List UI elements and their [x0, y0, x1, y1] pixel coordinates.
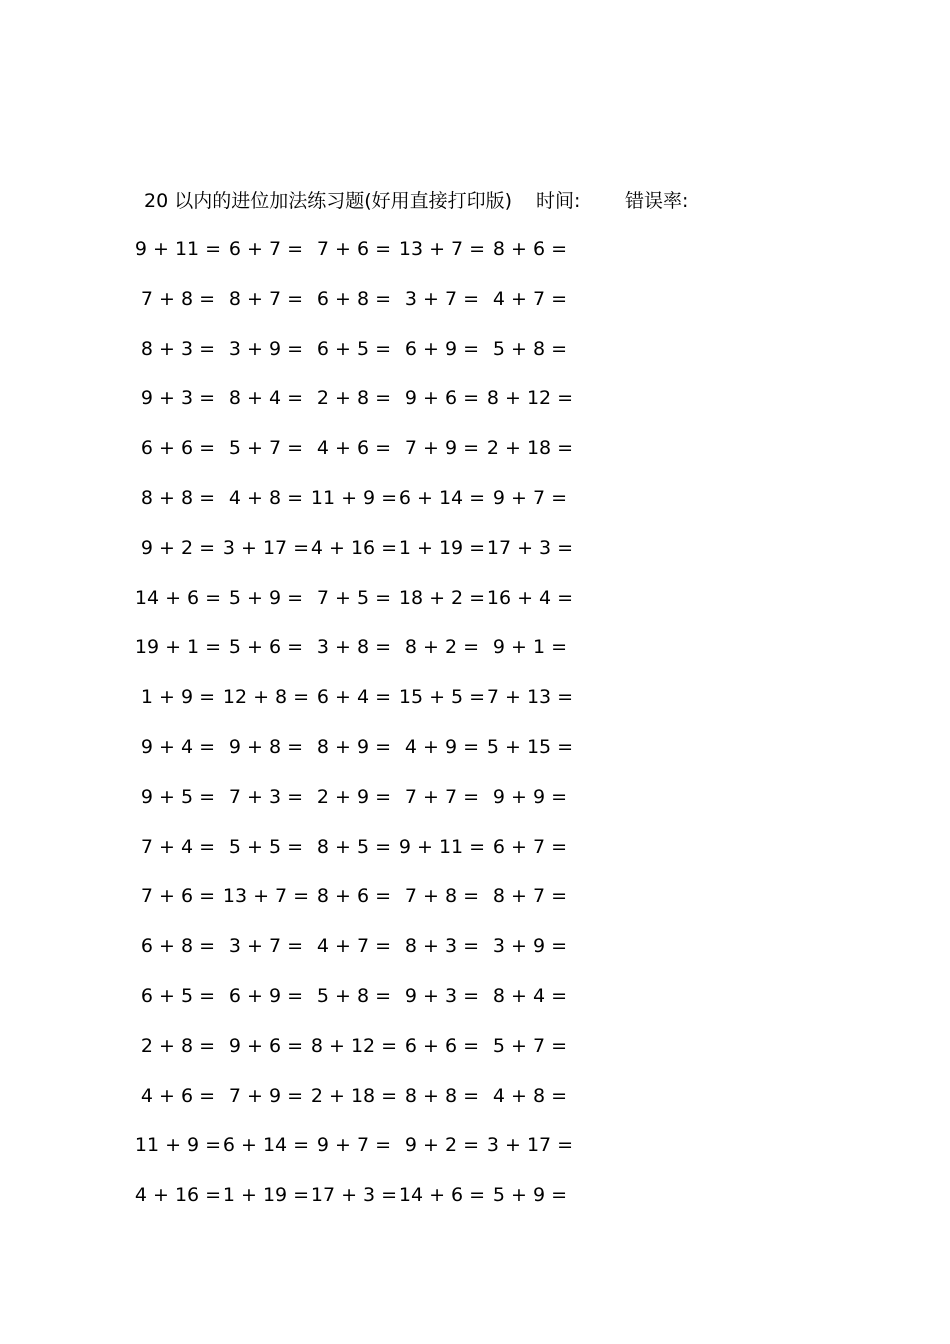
addition-problem: 2 + 8 = — [140, 1035, 216, 1057]
addition-problem: 7 + 8 = — [140, 288, 216, 310]
problem-row — [0, 483, 700, 513]
problem-row — [0, 234, 700, 264]
addition-problem: 7 + 6 = — [316, 238, 392, 260]
addition-problem: 6 + 5 = — [140, 985, 216, 1007]
addition-problem: 8 + 7 = — [228, 288, 304, 310]
addition-problem: 4 + 9 = — [404, 736, 480, 758]
addition-problem: 9 + 6 = — [404, 387, 480, 409]
addition-problem: 9 + 11 = — [134, 238, 222, 260]
addition-problem: 5 + 7 = — [492, 1035, 568, 1057]
addition-problem: 9 + 1 = — [492, 636, 568, 658]
problem-row — [0, 1180, 700, 1210]
addition-problem: 5 + 8 = — [492, 338, 568, 360]
addition-problem: 6 + 6 = — [404, 1035, 480, 1057]
problem-row — [0, 682, 700, 712]
problem-row — [0, 583, 700, 613]
addition-problem: 8 + 8 = — [140, 487, 216, 509]
addition-problem: 9 + 9 = — [492, 786, 568, 808]
addition-problem: 13 + 7 = — [398, 238, 486, 260]
addition-problem: 4 + 8 = — [228, 487, 304, 509]
addition-problem: 1 + 19 = — [222, 1184, 310, 1206]
addition-problem: 9 + 2 = — [404, 1134, 480, 1156]
addition-problem: 9 + 11 = — [398, 836, 486, 858]
problem-row — [0, 1031, 700, 1061]
addition-problem: 6 + 14 = — [398, 487, 486, 509]
addition-problem: 4 + 6 = — [140, 1085, 216, 1107]
addition-problem: 8 + 12 = — [310, 1035, 398, 1057]
addition-problem: 2 + 18 = — [486, 437, 574, 459]
addition-problem: 8 + 4 = — [492, 985, 568, 1007]
addition-problem: 11 + 9 = — [310, 487, 398, 509]
addition-problem: 8 + 2 = — [404, 636, 480, 658]
addition-problem: 6 + 9 = — [404, 338, 480, 360]
problem-row — [0, 533, 700, 563]
addition-problem: 7 + 7 = — [404, 786, 480, 808]
addition-problem: 5 + 9 = — [228, 587, 304, 609]
worksheet-title: 20 以内的进位加法练习题(好用直接打印版) — [144, 190, 513, 212]
addition-problem: 19 + 1 = — [134, 636, 222, 658]
addition-problem: 8 + 5 = — [316, 836, 392, 858]
time-label: 时间: — [536, 190, 581, 212]
addition-problem: 7 + 6 = — [140, 885, 216, 907]
problem-row — [0, 732, 700, 762]
addition-problem: 15 + 5 = — [398, 686, 486, 708]
addition-problem: 3 + 17 = — [222, 537, 310, 559]
addition-problem: 5 + 15 = — [486, 736, 574, 758]
addition-problem: 6 + 5 = — [316, 338, 392, 360]
addition-problem: 9 + 4 = — [140, 736, 216, 758]
addition-problem: 3 + 7 = — [228, 935, 304, 957]
addition-problem: 4 + 16 = — [310, 537, 398, 559]
addition-problem: 7 + 9 = — [228, 1085, 304, 1107]
addition-problem: 6 + 14 = — [222, 1134, 310, 1156]
addition-problem: 8 + 12 = — [486, 387, 574, 409]
addition-problem: 7 + 9 = — [404, 437, 480, 459]
addition-problem: 8 + 6 = — [316, 885, 392, 907]
addition-problem: 17 + 3 = — [486, 537, 574, 559]
addition-problem: 2 + 8 = — [316, 387, 392, 409]
addition-problem: 4 + 16 = — [134, 1184, 222, 1206]
addition-problem: 5 + 6 = — [228, 636, 304, 658]
addition-problem: 12 + 8 = — [222, 686, 310, 708]
problem-row — [0, 632, 700, 662]
addition-problem: 4 + 6 = — [316, 437, 392, 459]
addition-problem: 9 + 8 = — [228, 736, 304, 758]
addition-problem: 5 + 9 = — [492, 1184, 568, 1206]
addition-problem: 2 + 18 = — [310, 1085, 398, 1107]
addition-problem: 7 + 5 = — [316, 587, 392, 609]
addition-problem: 14 + 6 = — [134, 587, 222, 609]
problem-row — [0, 284, 700, 314]
addition-problem: 6 + 8 = — [316, 288, 392, 310]
addition-problem: 1 + 9 = — [140, 686, 216, 708]
addition-problem: 8 + 4 = — [228, 387, 304, 409]
addition-problem: 3 + 9 = — [228, 338, 304, 360]
addition-problem: 13 + 7 = — [222, 885, 310, 907]
addition-problem: 9 + 3 = — [404, 985, 480, 1007]
addition-problem: 4 + 7 = — [492, 288, 568, 310]
addition-problem: 9 + 2 = — [140, 537, 216, 559]
addition-problem: 6 + 7 = — [492, 836, 568, 858]
addition-problem: 16 + 4 = — [486, 587, 574, 609]
addition-problem: 6 + 8 = — [140, 935, 216, 957]
addition-problem: 17 + 3 = — [310, 1184, 398, 1206]
addition-problem: 3 + 7 = — [404, 288, 480, 310]
addition-problem: 9 + 6 = — [228, 1035, 304, 1057]
worksheet-header — [144, 187, 844, 215]
addition-problem: 6 + 6 = — [140, 437, 216, 459]
addition-problem: 3 + 8 = — [316, 636, 392, 658]
error-rate-label: 错误率: — [625, 190, 689, 212]
addition-problem: 6 + 9 = — [228, 985, 304, 1007]
addition-problem: 7 + 8 = — [404, 885, 480, 907]
addition-problem: 7 + 13 = — [486, 686, 574, 708]
addition-problem: 2 + 9 = — [316, 786, 392, 808]
problem-row — [0, 832, 700, 862]
problem-row — [0, 334, 700, 364]
addition-problem: 5 + 7 = — [228, 437, 304, 459]
addition-problem: 5 + 5 = — [228, 836, 304, 858]
addition-problem: 3 + 17 = — [486, 1134, 574, 1156]
addition-problem: 8 + 8 = — [404, 1085, 480, 1107]
problem-row — [0, 881, 700, 911]
problem-row — [0, 433, 700, 463]
problem-row — [0, 1130, 700, 1160]
addition-problem: 8 + 3 = — [140, 338, 216, 360]
addition-problem: 8 + 6 = — [492, 238, 568, 260]
addition-problem: 9 + 3 = — [140, 387, 216, 409]
problem-row — [0, 981, 700, 1011]
addition-problem: 9 + 7 = — [316, 1134, 392, 1156]
addition-problem: 8 + 9 = — [316, 736, 392, 758]
problem-row — [0, 782, 700, 812]
addition-problem: 4 + 8 = — [492, 1085, 568, 1107]
problem-row — [0, 931, 700, 961]
problem-row — [0, 1081, 700, 1111]
addition-problem: 8 + 7 = — [492, 885, 568, 907]
addition-problem: 6 + 4 = — [316, 686, 392, 708]
addition-problem: 6 + 7 = — [228, 238, 304, 260]
addition-problem: 7 + 3 = — [228, 786, 304, 808]
addition-problem: 9 + 5 = — [140, 786, 216, 808]
addition-problem: 5 + 8 = — [316, 985, 392, 1007]
addition-problem: 1 + 19 = — [398, 537, 486, 559]
addition-problem: 14 + 6 = — [398, 1184, 486, 1206]
addition-problem: 9 + 7 = — [492, 487, 568, 509]
addition-problem: 18 + 2 = — [398, 587, 486, 609]
addition-problem: 7 + 4 = — [140, 836, 216, 858]
problem-row — [0, 383, 700, 413]
addition-problem: 4 + 7 = — [316, 935, 392, 957]
addition-problem: 8 + 3 = — [404, 935, 480, 957]
addition-problem: 3 + 9 = — [492, 935, 568, 957]
addition-problem: 11 + 9 = — [134, 1134, 222, 1156]
